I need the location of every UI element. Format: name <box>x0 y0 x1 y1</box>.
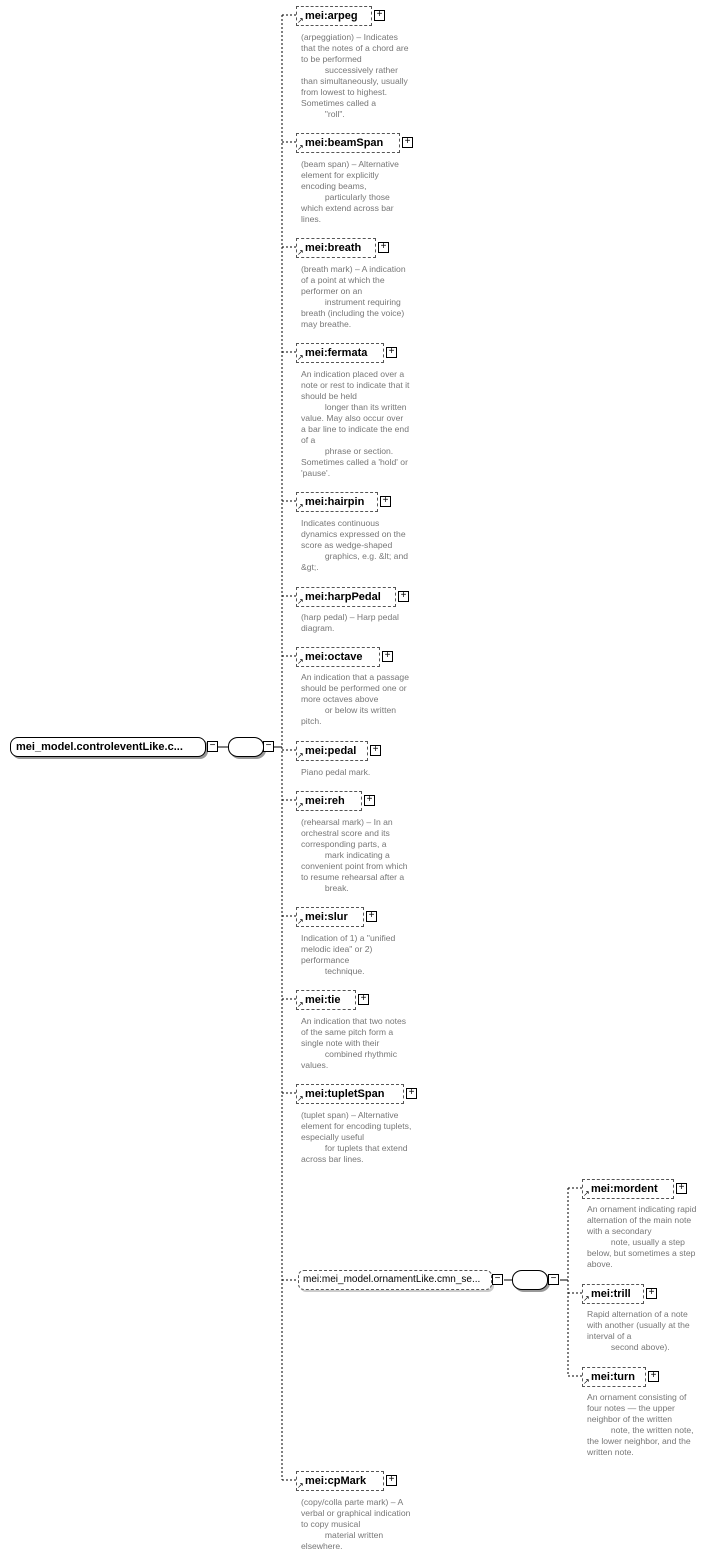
reference-arrow-icon: ↗ <box>297 1094 304 1103</box>
expand-icon[interactable]: + <box>386 1475 397 1486</box>
element-description: An indication placed over a note or rest to indicate that it should be held longer than its written value. May also occur over a bar line to indicate the end of a phrase or section. Sometimes called a 'hold' or 'pause'. <box>301 369 410 478</box>
element-description: (harp pedal) – Harp pedal diagram. <box>301 612 399 633</box>
group-label: mei:mei_model.ornamentLike.cmn_se... <box>303 1274 481 1285</box>
reference-arrow-icon: ↗ <box>583 1377 590 1386</box>
element-description: An indication that two notes of the same pitch form a single note with their combined rhythmic values. <box>301 1016 407 1070</box>
collapse-icon[interactable]: − <box>548 1274 559 1285</box>
root-element[interactable] <box>10 737 206 757</box>
element-description: Indicates continuous dynamics expressed on the score as wedge-shaped graphics, e.g. &lt; and &gt;. <box>301 518 408 572</box>
element-description: (breath mark) – A indication of a point at which the performer on an instrument requiring breath (including the voice) may breathe. <box>301 264 406 329</box>
element-description: Indication of 1) a "unified melodic idea" or 2) performance technique. <box>301 933 396 976</box>
element-description: Rapid alternation of a note with another (usually at the interval of a second above). <box>587 1309 690 1352</box>
element-tupletspan[interactable] <box>296 1084 404 1104</box>
expand-icon[interactable]: + <box>374 10 385 21</box>
element-label: mei:harpPedal <box>305 591 381 603</box>
sequence-compositor[interactable] <box>512 1270 548 1290</box>
element-description: (beam span) – Alternative element for explicitly encoding beams, particularly those which extend across bar lines. <box>301 159 399 224</box>
reference-arrow-icon: ↗ <box>297 143 304 152</box>
reference-arrow-icon: ↗ <box>297 801 304 810</box>
expand-icon[interactable]: + <box>382 651 393 662</box>
element-description: (rehearsal mark) – In an orchestral score and its corresponding parts, a mark indicating a convenient point from which to resume rehearsal after a break. <box>301 817 408 893</box>
element-fermata[interactable] <box>296 343 384 363</box>
element-reh[interactable] <box>296 791 362 811</box>
expand-icon[interactable]: + <box>386 347 397 358</box>
expand-icon[interactable]: + <box>358 994 369 1005</box>
element-label: mei:tupletSpan <box>305 1088 385 1100</box>
element-breath[interactable] <box>296 238 376 258</box>
element-label: mei:trill <box>591 1288 631 1300</box>
element-label: mei:fermata <box>305 347 368 359</box>
reference-arrow-icon: ↗ <box>297 751 304 760</box>
collapse-icon[interactable]: − <box>207 741 218 752</box>
element-label: mei:hairpin <box>305 496 365 508</box>
element-description: An ornament consisting of four notes — the upper neighbor of the written note, the written note, the lower neighbor, and the written note. <box>587 1392 694 1457</box>
reference-arrow-icon: ↗ <box>297 1481 304 1490</box>
element-description: (arpeggiation) – Indicates that the notes of a chord are to be performed successively rather than simultaneously, usually from lowest to highest. Sometimes called a "roll". <box>301 32 409 119</box>
element-label: mei:slur <box>305 911 348 923</box>
ornament-group[interactable] <box>298 1270 492 1290</box>
element-octave[interactable] <box>296 647 380 667</box>
element-pedal[interactable] <box>296 741 368 761</box>
collapse-icon[interactable]: − <box>263 741 274 752</box>
expand-icon[interactable]: + <box>378 242 389 253</box>
element-harppedal[interactable] <box>296 587 396 607</box>
expand-icon[interactable]: + <box>380 496 391 507</box>
reference-arrow-icon: ↗ <box>583 1294 590 1303</box>
element-turn[interactable] <box>582 1367 646 1387</box>
element-description: Piano pedal mark. <box>301 767 371 777</box>
element-description: (copy/colla parte mark) – A verbal or graphical indication to copy musical material written elsewhere. <box>301 1497 411 1551</box>
element-slur[interactable] <box>296 907 364 927</box>
reference-arrow-icon: ↗ <box>297 353 304 362</box>
reference-arrow-icon: ↗ <box>297 657 304 666</box>
element-label: mei:pedal <box>305 745 357 757</box>
expand-icon[interactable]: + <box>646 1288 657 1299</box>
element-label: mei:arpeg <box>305 10 358 22</box>
root-label: mei_model.controleventLike.c... <box>16 741 183 753</box>
expand-icon[interactable]: + <box>364 795 375 806</box>
element-label: mei:breath <box>305 242 362 254</box>
element-label: mei:mordent <box>591 1183 658 1195</box>
element-label: mei:beamSpan <box>305 137 384 149</box>
collapse-icon[interactable]: − <box>492 1274 503 1285</box>
reference-arrow-icon: ↗ <box>297 1000 304 1009</box>
reference-arrow-icon: ↗ <box>297 597 304 606</box>
element-arpeg[interactable] <box>296 6 372 26</box>
expand-icon[interactable]: + <box>648 1371 659 1382</box>
reference-arrow-icon: ↗ <box>297 502 304 511</box>
element-label: mei:turn <box>591 1371 635 1383</box>
element-description: An ornament indicating rapid alternation of the main note with a secondary note, usually a step below, but sometimes a step above. <box>587 1204 697 1269</box>
expand-icon[interactable]: + <box>676 1183 687 1194</box>
expand-icon[interactable]: + <box>366 911 377 922</box>
element-description: (tuplet span) – Alternative element for encoding tuplets, especially useful for tuplets that extend across bar lines. <box>301 1110 412 1164</box>
element-cpmark[interactable] <box>296 1471 384 1491</box>
element-label: mei:reh <box>305 795 345 807</box>
sequence-compositor[interactable] <box>228 737 264 757</box>
element-tie[interactable] <box>296 990 356 1010</box>
expand-icon[interactable]: + <box>370 745 381 756</box>
element-description: An indication that a passage should be performed one or more octaves above or below its written pitch. <box>301 672 409 726</box>
reference-arrow-icon: ↗ <box>297 16 304 25</box>
expand-icon[interactable]: + <box>398 591 409 602</box>
element-label: mei:cpMark <box>305 1475 367 1487</box>
element-label: mei:tie <box>305 994 341 1006</box>
reference-arrow-icon: ↗ <box>297 248 304 257</box>
reference-arrow-icon: ↗ <box>297 917 304 926</box>
element-beamspan[interactable] <box>296 133 400 153</box>
expand-icon[interactable]: + <box>402 137 413 148</box>
element-label: mei:octave <box>305 651 363 663</box>
element-trill[interactable] <box>582 1284 644 1304</box>
element-hairpin[interactable] <box>296 492 378 512</box>
expand-icon[interactable]: + <box>406 1088 417 1099</box>
reference-arrow-icon: ↗ <box>583 1189 590 1198</box>
element-mordent[interactable] <box>582 1179 674 1199</box>
